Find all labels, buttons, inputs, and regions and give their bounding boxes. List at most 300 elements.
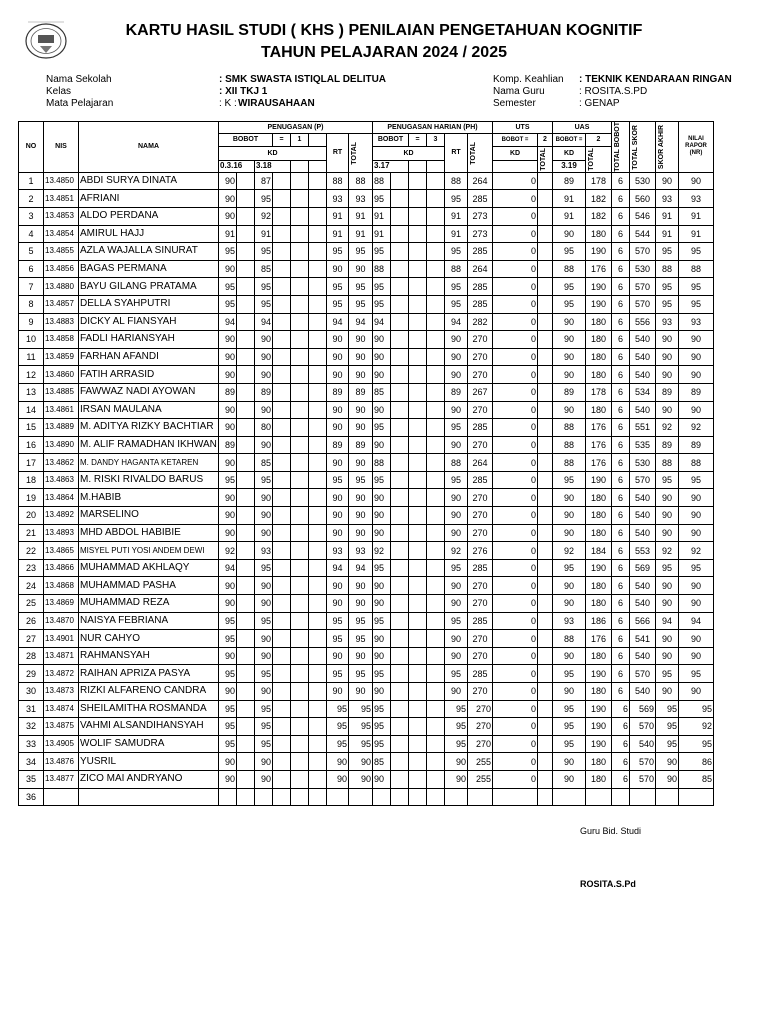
kd-p-label: KD — [219, 147, 327, 160]
empty-cell — [427, 366, 445, 384]
ph-total: 255 — [468, 753, 493, 771]
uts-score: 0 — [493, 542, 538, 560]
ph-rt: 95 — [445, 243, 468, 261]
empty-cell — [538, 700, 553, 718]
empty-cell — [409, 630, 427, 648]
empty-cell — [273, 260, 291, 278]
student-name: BAGAS PERMANA — [79, 260, 219, 278]
p-total: 93 — [349, 542, 373, 560]
empty-cell — [237, 348, 255, 366]
school-label: Nama Sekolah — [46, 74, 112, 85]
empty-cell — [309, 295, 327, 313]
total-skor: 551 — [630, 419, 656, 437]
skor-akhir: 91 — [656, 225, 679, 243]
empty-cell — [309, 190, 327, 208]
ph-rt: 95 — [445, 735, 468, 753]
ph-total: 264 — [468, 172, 493, 190]
student-no: 14 — [19, 401, 44, 419]
empty-cell — [273, 313, 291, 331]
student-no: 25 — [19, 595, 44, 613]
total-bobot: 6 — [612, 524, 630, 542]
ph-rt: 88 — [445, 172, 468, 190]
ph-kd1: 90 — [373, 366, 391, 384]
empty-cell — [237, 190, 255, 208]
empty-cell — [291, 190, 309, 208]
p-kd2: 85 — [255, 454, 273, 472]
empty-cell — [273, 647, 291, 665]
p-rt: 95 — [327, 243, 349, 261]
ph-rt: 90 — [445, 630, 468, 648]
uas-total: 176 — [586, 454, 612, 472]
p-kd2: 95 — [255, 295, 273, 313]
student-name: NUR CAHYO — [79, 630, 219, 648]
empty-cell — [309, 172, 327, 190]
student-name: MARSELINO — [79, 507, 219, 525]
p-kd1: 90 — [219, 770, 237, 788]
p-kd1: 90 — [219, 172, 237, 190]
empty-cell — [291, 542, 309, 560]
total-skor: 570 — [630, 665, 656, 683]
empty-cell — [538, 647, 553, 665]
empty-cell — [538, 524, 553, 542]
student-no: 36 — [19, 788, 44, 806]
empty-cell — [237, 471, 255, 489]
table-row — [19, 542, 714, 560]
empty-cell — [538, 542, 553, 560]
p-rt: 95 — [327, 700, 349, 718]
ph-kd1: 90 — [373, 683, 391, 701]
uas-score: 90 — [553, 647, 586, 665]
p-total: 95 — [349, 243, 373, 261]
student-nis: 13.4869 — [44, 595, 79, 613]
p-kd2: 90 — [255, 683, 273, 701]
uas-total: 176 — [586, 419, 612, 437]
ph-total: 270 — [468, 331, 493, 349]
empty-cell — [427, 612, 445, 630]
p-rt: 90 — [327, 647, 349, 665]
empty-cell — [309, 366, 327, 384]
col-ph-total: TOTAL — [468, 134, 493, 173]
p-kd2: 90 — [255, 401, 273, 419]
student-no: 30 — [19, 683, 44, 701]
col-nilai-rapor: NILAI RAPOR (NR) — [679, 122, 714, 173]
skor-akhir: 95 — [656, 735, 679, 753]
empty-cell — [427, 190, 445, 208]
uas-score: 90 — [553, 683, 586, 701]
ph-total: 264 — [468, 454, 493, 472]
total-bobot: 6 — [612, 770, 630, 788]
empty-cell — [409, 366, 427, 384]
ph-rt: 90 — [445, 753, 468, 771]
uas-score: 90 — [553, 507, 586, 525]
student-name: AZLA WAJALLA SINURAT — [79, 243, 219, 261]
empty-cell — [427, 595, 445, 613]
empty-cell — [427, 348, 445, 366]
empty-cell — [538, 753, 553, 771]
uas-total: 190 — [586, 700, 612, 718]
empty-cell — [391, 753, 409, 771]
empty-cell — [273, 383, 291, 401]
ph-total: 270 — [468, 718, 493, 736]
komp-label: Komp. Keahlian — [493, 74, 564, 85]
empty-cell — [391, 683, 409, 701]
uas-score: 90 — [553, 331, 586, 349]
uts-score: 0 — [493, 313, 538, 331]
p-rt: 95 — [327, 630, 349, 648]
empty-cell — [291, 524, 309, 542]
p-rt: 95 — [327, 295, 349, 313]
ph-kd1: 95 — [373, 665, 391, 683]
table-row — [19, 366, 714, 384]
empty-cell — [237, 366, 255, 384]
ph-kd1: 94 — [373, 313, 391, 331]
empty-cell — [291, 489, 309, 507]
student-nis: 13.4858 — [44, 331, 79, 349]
p-kd2: 90 — [255, 331, 273, 349]
empty-cell — [273, 507, 291, 525]
uas-total: 178 — [586, 172, 612, 190]
ph-kd1: 95 — [373, 718, 391, 736]
empty-cell — [237, 700, 255, 718]
uas-score: 91 — [553, 190, 586, 208]
empty-cell — [409, 788, 427, 806]
ph-rt: 95 — [445, 278, 468, 296]
p-rt: 90 — [327, 524, 349, 542]
ph-kd1: 90 — [373, 489, 391, 507]
col-uts-total: TOTAL — [538, 147, 553, 172]
uas-total: 180 — [586, 313, 612, 331]
teacher-value: : ROSITA.S.PD — [579, 86, 648, 97]
student-no: 24 — [19, 577, 44, 595]
kd-p-code-2: 3.18 — [255, 160, 291, 172]
table-row — [19, 207, 714, 225]
empty-cell — [538, 489, 553, 507]
total-skor: 534 — [630, 383, 656, 401]
ph-rt: 88 — [445, 454, 468, 472]
uas-total: 184 — [586, 542, 612, 560]
empty-cell — [538, 630, 553, 648]
page-title: KARTU HASIL STUDI ( KHS ) PENILAIAN PENGETAHUAN KOGNITIF — [125, 22, 643, 39]
total-skor: 540 — [630, 348, 656, 366]
uts-score: 0 — [493, 559, 538, 577]
student-name: VAHMI ALSANDIHANSYAH — [79, 718, 219, 736]
ph-total: 270 — [468, 577, 493, 595]
col-uas-total: TOTAL — [586, 147, 612, 172]
p-kd1: 90 — [219, 419, 237, 437]
col-uas: UAS — [553, 122, 612, 134]
p-rt: 90 — [327, 489, 349, 507]
empty-cell — [427, 507, 445, 525]
empty-cell — [391, 735, 409, 753]
p-kd2: 95 — [255, 665, 273, 683]
ph-rt: 90 — [445, 489, 468, 507]
uas-score — [553, 788, 586, 806]
empty-cell — [309, 401, 327, 419]
p-rt: 95 — [327, 735, 349, 753]
student-no: 34 — [19, 753, 44, 771]
total-skor: 560 — [630, 190, 656, 208]
empty-cell — [291, 295, 309, 313]
student-name: DICKY AL FIANSYAH — [79, 313, 219, 331]
p-kd1: 90 — [219, 507, 237, 525]
total-bobot: 6 — [612, 366, 630, 384]
p-kd2 — [255, 788, 273, 806]
empty-cell — [273, 665, 291, 683]
empty-cell — [427, 788, 445, 806]
uas-total: 190 — [586, 665, 612, 683]
uas-total: 180 — [586, 770, 612, 788]
p-kd1: 90 — [219, 366, 237, 384]
komp-value: : TEKNIK KENDARAAN RINGAN — [579, 74, 732, 85]
total-skor: 540 — [630, 683, 656, 701]
empty-cell — [237, 401, 255, 419]
ph-total: 282 — [468, 313, 493, 331]
p-rt: 94 — [327, 559, 349, 577]
ph-kd1: 90 — [373, 630, 391, 648]
total-skor: 530 — [630, 454, 656, 472]
student-no: 27 — [19, 630, 44, 648]
uts-score: 0 — [493, 260, 538, 278]
page-subtitle: TAHUN PELAJARAN 2024 / 2025 — [260, 44, 507, 61]
p-total: 90 — [349, 454, 373, 472]
total-bobot: 6 — [612, 559, 630, 577]
p-rt: 88 — [327, 172, 349, 190]
uas-total: 182 — [586, 190, 612, 208]
ph-kd1: 85 — [373, 753, 391, 771]
uas-total: 186 — [586, 612, 612, 630]
subject-prefix: : K : — [219, 98, 237, 109]
student-name: MUHAMMAD AKHLAQY — [79, 559, 219, 577]
empty-cell — [309, 612, 327, 630]
empty-cell — [391, 225, 409, 243]
kd-ph-code-1: 3.17 — [373, 160, 409, 172]
empty-cell — [273, 735, 291, 753]
ph-total: 255 — [468, 770, 493, 788]
ph-kd1: 90 — [373, 770, 391, 788]
table-row — [19, 190, 714, 208]
empty-cell — [291, 647, 309, 665]
empty-cell — [291, 718, 309, 736]
nilai-rapor: 94 — [679, 612, 714, 630]
p-kd1: 94 — [219, 559, 237, 577]
uts-score: 0 — [493, 383, 538, 401]
empty-cell — [291, 331, 309, 349]
p-total: 95 — [349, 295, 373, 313]
uts-score: 0 — [493, 190, 538, 208]
empty-cell — [538, 595, 553, 613]
table-row — [19, 559, 714, 577]
empty-cell — [538, 454, 553, 472]
table-row — [19, 348, 714, 366]
uas-score: 90 — [553, 401, 586, 419]
empty-cell — [391, 577, 409, 595]
empty-cell — [273, 559, 291, 577]
kd-uts-label: KD — [493, 147, 538, 160]
total-bobot — [612, 788, 630, 806]
uas-score: 90 — [553, 225, 586, 243]
p-total: 95 — [349, 700, 373, 718]
skor-akhir: 93 — [656, 190, 679, 208]
total-skor: 570 — [630, 295, 656, 313]
empty-cell — [309, 507, 327, 525]
empty-cell — [409, 770, 427, 788]
uts-score: 0 — [493, 348, 538, 366]
p-rt: 89 — [327, 383, 349, 401]
empty-cell — [538, 278, 553, 296]
empty-cell — [237, 313, 255, 331]
empty-cell — [538, 436, 553, 454]
total-bobot: 6 — [612, 243, 630, 261]
skor-akhir: 94 — [656, 612, 679, 630]
empty-cell — [237, 419, 255, 437]
ph-total: 267 — [468, 383, 493, 401]
uas-score: 88 — [553, 436, 586, 454]
empty-cell — [309, 788, 327, 806]
empty-cell — [391, 295, 409, 313]
total-skor: 530 — [630, 260, 656, 278]
empty-cell — [391, 348, 409, 366]
p-total: 90 — [349, 419, 373, 437]
total-bobot: 6 — [612, 683, 630, 701]
ph-total: 270 — [468, 700, 493, 718]
empty-cell — [427, 542, 445, 560]
uas-total: 180 — [586, 753, 612, 771]
table-row — [19, 454, 714, 472]
ph-total: 285 — [468, 665, 493, 683]
ph-kd1: 95 — [373, 559, 391, 577]
total-bobot: 6 — [612, 454, 630, 472]
student-no: 4 — [19, 225, 44, 243]
total-skor: 540 — [630, 735, 656, 753]
total-bobot: 6 — [612, 260, 630, 278]
ph-total: 273 — [468, 225, 493, 243]
ph-kd1: 91 — [373, 225, 391, 243]
uts-score: 0 — [493, 454, 538, 472]
empty-cell — [538, 735, 553, 753]
total-skor: 566 — [630, 612, 656, 630]
uas-score: 90 — [553, 595, 586, 613]
student-no: 7 — [19, 278, 44, 296]
total-skor: 530 — [630, 172, 656, 190]
empty-cell — [309, 524, 327, 542]
nilai-rapor: 90 — [679, 401, 714, 419]
ph-rt: 92 — [445, 542, 468, 560]
empty-cell — [409, 524, 427, 542]
empty-cell — [391, 313, 409, 331]
ph-total — [468, 788, 493, 806]
col-nama: NAMA — [79, 122, 219, 173]
p-kd1: 89 — [219, 383, 237, 401]
uas-total: 180 — [586, 225, 612, 243]
uas-total: 176 — [586, 630, 612, 648]
table-row — [19, 278, 714, 296]
uts-score: 0 — [493, 278, 538, 296]
p-total: 90 — [349, 260, 373, 278]
student-name: ABDI SURYA DINATA — [79, 172, 219, 190]
p-rt: 90 — [327, 595, 349, 613]
col-no: NO — [19, 122, 44, 173]
student-name: M. ALIF RAMADHAN IKHWAN — [79, 436, 219, 454]
skor-akhir: 95 — [656, 243, 679, 261]
nilai-rapor: 90 — [679, 595, 714, 613]
empty-cell — [291, 313, 309, 331]
empty-cell — [273, 190, 291, 208]
student-name: FADLI HARIANSYAH — [79, 331, 219, 349]
p-rt: 90 — [327, 507, 349, 525]
student-no: 23 — [19, 559, 44, 577]
school-value: : SMK SWASTA ISTIQLAL DELITUA — [219, 74, 387, 85]
uas-score: 90 — [553, 770, 586, 788]
p-kd2: 95 — [255, 278, 273, 296]
p-total: 90 — [349, 647, 373, 665]
kd-uas-code: 3.19 — [553, 160, 586, 172]
empty-cell — [427, 383, 445, 401]
skor-akhir: 90 — [656, 524, 679, 542]
student-name: NAISYA FEBRIANA — [79, 612, 219, 630]
skor-akhir: 90 — [656, 348, 679, 366]
p-rt: 93 — [327, 190, 349, 208]
empty-cell — [273, 225, 291, 243]
empty-cell — [291, 366, 309, 384]
uts-score: 0 — [493, 243, 538, 261]
p-total — [349, 788, 373, 806]
p-rt: 90 — [327, 770, 349, 788]
nilai-rapor: 86 — [679, 753, 714, 771]
uts-score: 0 — [493, 770, 538, 788]
p-kd1: 94 — [219, 313, 237, 331]
total-bobot: 6 — [612, 295, 630, 313]
empty-cell — [391, 595, 409, 613]
empty-cell — [273, 700, 291, 718]
nilai-rapor — [679, 788, 714, 806]
empty-cell — [237, 331, 255, 349]
skor-akhir: 90 — [656, 595, 679, 613]
ph-total: 285 — [468, 295, 493, 313]
empty-cell — [309, 383, 327, 401]
empty-cell — [309, 436, 327, 454]
total-bobot: 6 — [612, 172, 630, 190]
ph-total: 285 — [468, 190, 493, 208]
student-nis: 13.4855 — [44, 243, 79, 261]
p-kd1: 90 — [219, 577, 237, 595]
empty-cell — [409, 471, 427, 489]
student-nis: 13.4872 — [44, 665, 79, 683]
empty-cell — [538, 471, 553, 489]
p-rt: 90 — [327, 348, 349, 366]
ph-total: 270 — [468, 647, 493, 665]
empty-cell — [409, 595, 427, 613]
total-bobot: 6 — [612, 630, 630, 648]
uas-score: 88 — [553, 454, 586, 472]
total-bobot: 6 — [612, 190, 630, 208]
skor-akhir: 95 — [656, 665, 679, 683]
bobot-p-eq: = — [273, 134, 291, 147]
ph-total: 270 — [468, 524, 493, 542]
empty-cell — [538, 225, 553, 243]
empty-cell — [309, 348, 327, 366]
student-nis: 13.4853 — [44, 207, 79, 225]
student-name: MUHAMMAD REZA — [79, 595, 219, 613]
empty-cell — [427, 454, 445, 472]
empty-cell — [409, 665, 427, 683]
p-total: 90 — [349, 577, 373, 595]
student-no: 26 — [19, 612, 44, 630]
empty-cell — [409, 225, 427, 243]
skor-akhir: 95 — [656, 718, 679, 736]
p-kd1: 90 — [219, 348, 237, 366]
p-total: 95 — [349, 630, 373, 648]
p-total: 90 — [349, 366, 373, 384]
